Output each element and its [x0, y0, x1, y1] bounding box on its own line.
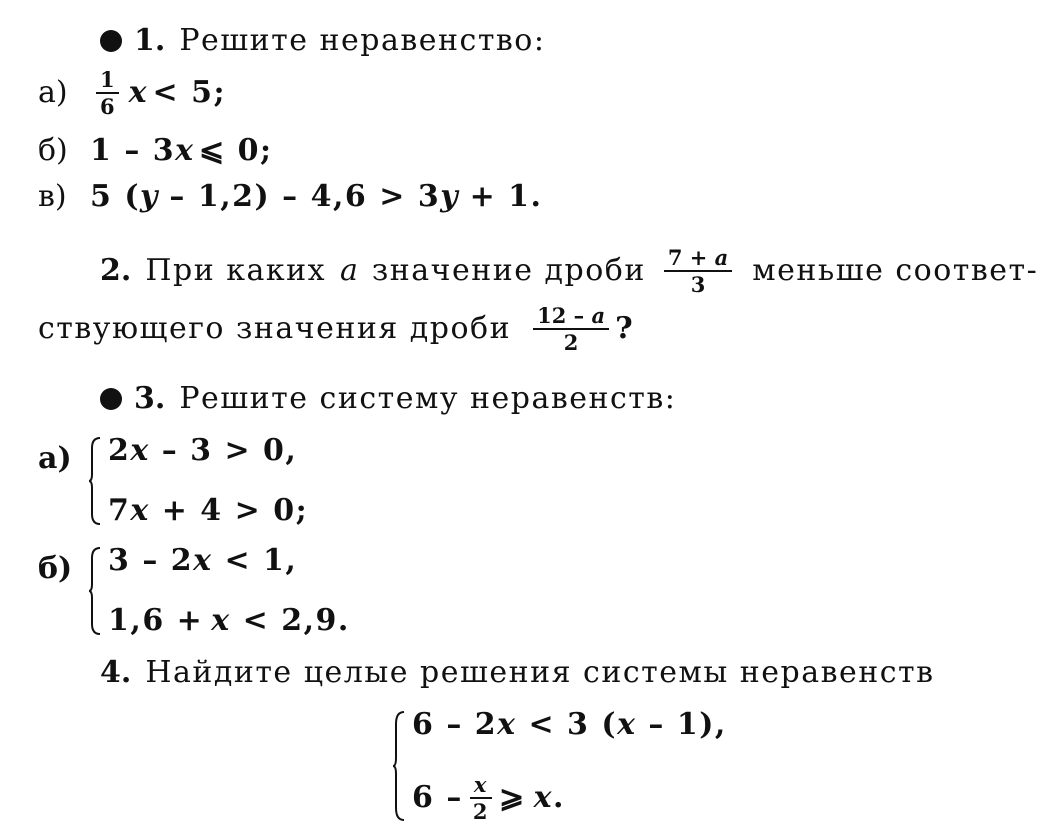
- left-brace-icon: [88, 436, 102, 526]
- task1-a-rest: < 5;: [152, 75, 227, 110]
- fraction-numerator: x: [470, 774, 492, 799]
- bullet-icon: [100, 388, 122, 410]
- fraction-numerator-text: 12 –: [537, 303, 585, 328]
- task3-b-line1: [108, 543, 350, 578]
- expr-part: 3 – 2: [108, 543, 194, 578]
- task4-system: [392, 707, 727, 824]
- left-brace-icon: [392, 710, 406, 822]
- task3-a-label: а): [38, 441, 72, 476]
- task1-number: 1.: [134, 23, 166, 58]
- task1-heading-text: Решите неравенство:: [179, 23, 546, 58]
- expr-part: .: [552, 780, 565, 815]
- task4-number: 4.: [100, 655, 132, 690]
- expr-part: + 4 > 0;: [149, 493, 309, 528]
- fraction-denominator: 3: [690, 272, 706, 297]
- variable-x: x: [128, 75, 147, 110]
- variable-x: x: [497, 707, 517, 742]
- fraction-numerator: [533, 305, 609, 330]
- expr-part: 1,6 +: [108, 603, 204, 638]
- task2-number: 2.: [100, 253, 132, 288]
- task1-v-label: в): [38, 179, 67, 214]
- task1-item-b: [38, 133, 273, 168]
- left-brace-icon: [88, 546, 102, 636]
- expr-part: 2: [108, 433, 131, 468]
- task3-heading: [100, 381, 677, 416]
- task3-a-line1: [108, 433, 308, 468]
- task2-text4: ствующего значения дроби: [38, 311, 512, 346]
- expr-part: – 3 > 0,: [149, 433, 298, 468]
- task4-line1: [412, 707, 727, 742]
- task2-line2: [38, 302, 633, 356]
- variable-a: a: [340, 253, 358, 288]
- task2-text2: значение дроби: [371, 253, 646, 288]
- task4-heading: [100, 655, 935, 690]
- variable-x: x: [130, 433, 150, 468]
- task2-text3: меньше соответ-: [752, 253, 1039, 288]
- task1-v-part3: + 1.: [457, 179, 543, 214]
- variable-x: x: [617, 707, 637, 742]
- task1-b-expr-pre: 1 – 3: [90, 133, 176, 168]
- task4-heading-text: Найдите целые решения системы неравенств: [145, 655, 935, 690]
- task1-heading: [100, 23, 546, 58]
- task3-a-system: [88, 433, 309, 528]
- expr-part: – 1),: [636, 707, 727, 742]
- variable-x: x: [130, 493, 150, 528]
- bullet-icon: [100, 30, 122, 52]
- task2-fraction2: [533, 305, 609, 353]
- expr-part: ⩾: [498, 780, 526, 815]
- expr-part: 6 – 2: [412, 707, 498, 742]
- task3-heading-text: Решите систему неравенств:: [179, 381, 677, 416]
- expr-part: 6 –: [412, 780, 463, 815]
- task2-fraction1: [664, 247, 732, 295]
- fraction-numerator: 1: [96, 69, 119, 94]
- variable-y: y: [440, 179, 458, 214]
- variable-x: x: [533, 780, 553, 815]
- variable-y: y: [140, 179, 158, 214]
- task1-b-label: б): [38, 133, 68, 168]
- task1-b-expr-post: ⩽ 0;: [199, 133, 273, 168]
- task1-item-v: [38, 179, 543, 214]
- task3-b-line2: [108, 603, 350, 638]
- variable-a: a: [591, 303, 606, 328]
- fraction-numerator-text: 7 +: [667, 245, 708, 270]
- task3-number: 3.: [134, 381, 166, 416]
- variable-x: x: [211, 603, 231, 638]
- task1-v-part2: – 1,2) – 4,6 > 3: [157, 179, 441, 214]
- expr-part: 7: [108, 493, 131, 528]
- fraction-denominator: 2: [472, 799, 489, 824]
- task1-v-part1: 5 (: [90, 179, 141, 214]
- task2-line1: [100, 244, 1038, 298]
- task1-a-label: а): [38, 75, 68, 110]
- task2-question-mark: ?: [615, 311, 633, 346]
- task3-b-label: б): [38, 551, 73, 586]
- expr-part: < 1,: [212, 543, 298, 578]
- task1-a-fraction: [96, 69, 119, 117]
- fraction-denominator: 2: [563, 330, 579, 355]
- expr-part: < 3 (: [516, 707, 618, 742]
- expr-part: < 2,9.: [230, 603, 350, 638]
- fraction-numerator: [664, 247, 732, 272]
- task4-line2: [412, 774, 727, 822]
- variable-x: x: [193, 543, 213, 578]
- task3-b-system: [88, 543, 350, 638]
- variable-x: x: [175, 133, 194, 168]
- task1-item-a: [38, 68, 226, 118]
- variable-a: a: [714, 245, 729, 270]
- task2-text1: При каких: [145, 253, 327, 288]
- fraction-denominator: 6: [100, 94, 115, 119]
- task4-fraction: [469, 774, 493, 822]
- task3-a-line2: [108, 493, 309, 528]
